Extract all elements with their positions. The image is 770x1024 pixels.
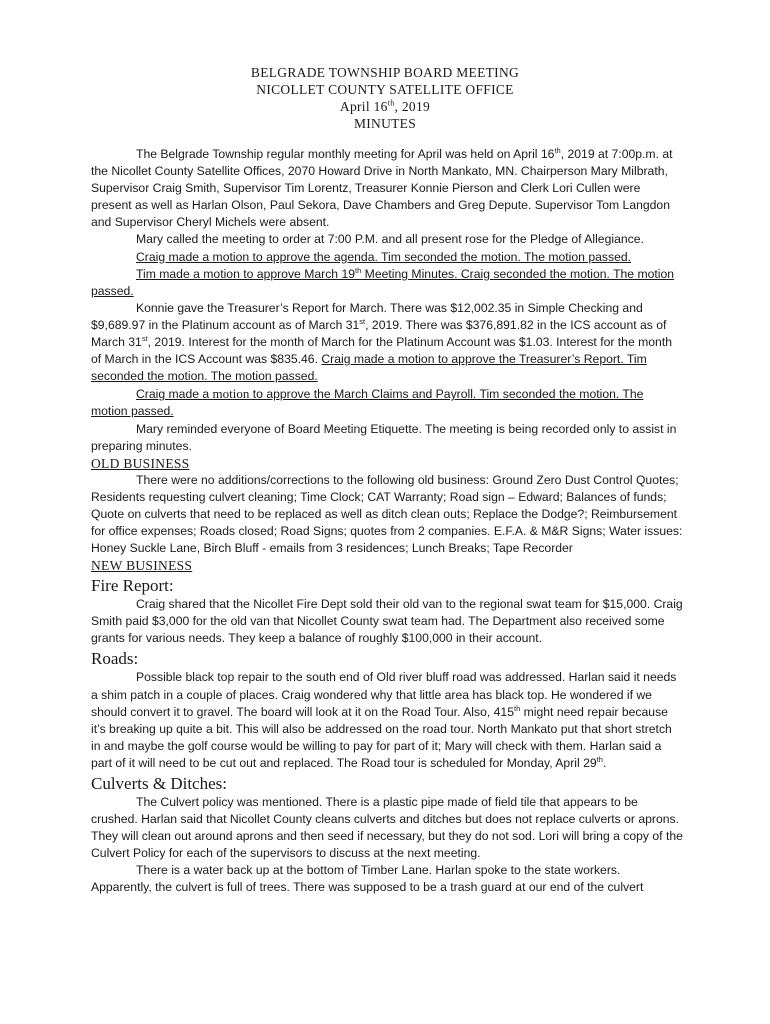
- header-office: NICOLLET COUNTY SATELLITE OFFICE: [256, 82, 514, 97]
- treasurer-motion: Craig made a motion to approve the Treasurer’s Report. Tim seconded the motion. The motion passed.: [91, 352, 647, 384]
- header-date: April 16th, 2019: [339, 98, 431, 114]
- intro-paragraph: The Belgrade Township regular monthly meeting for April was held on April 16th, 2019 at 7:00p.m. at the Nicollet County Satellite Offices, 2070 Howard Drive in North Mankato, MN. Chairperson Mary Milbrath, Supervisor Craig Smith, Supervisor Tim Lorentz, Treasurer Konnie Pierson and Clerk Lori Cullen were present as well as Harlan Olson, Paul Sekora, Dave Chambers and Greg Depute. Supervisor Tom Langdon and Supervisor Cheryl Michels were absent.: [91, 145, 673, 230]
- call-to-order-paragraph: Mary called the meeting to order at 7:00 P.M. and all present rose for the Pledge of Allegiance.: [136, 232, 644, 247]
- etiquette-paragraph: Mary reminded everyone of Board Meeting Etiquette. The meeting is being recorded only to assist in preparing minutes.: [91, 421, 677, 453]
- treasurer-report-paragraph: Konnie gave the Treasurer’s Report for March. There was $12,002.35 in Simple Checking and $9,689.97 in the Platinum account as of March 31st, 2019. There was $376,891.82 in the ICS account as of March 31st, 2019. Interest for the month of March for the Platinum Account was $1.03. Interest for the month of March in the ICS Account was $835.46. Craig made a motion to approve the Treasurer’s Report. Tim seconded the motion. The motion passed.: [91, 300, 672, 384]
- new-business-heading: NEW BUSINESS: [91, 558, 193, 574]
- header-minutes: MINUTES: [353, 116, 417, 131]
- culverts-heading: Culverts & Ditches:: [91, 774, 227, 793]
- roads-heading: Roads:: [91, 649, 139, 669]
- minutes-motion: Tim made a motion to approve March 19th Meeting Minutes. Craig seconded the motion. The motion passed.: [91, 265, 675, 298]
- fire-report-heading: Fire Report:: [91, 576, 174, 596]
- agenda-motion: Craig made a motion to approve the agenda. Tim seconded the motion. The motion passed.: [136, 249, 632, 264]
- document-header: [0, 64, 770, 132]
- document-body: [91, 146, 683, 897]
- culverts-paragraph-1: The Culvert policy was mentioned. There is a plastic pipe made of field tile that appears to be crushed. Harlan said that Nicollet County cleans culverts and ditches but does not replace culverts or aprons. They will clean out around aprons and then seed if necessary, but they do not sod. Lori will bring a copy of the Culvert Policy for each of the supervisors to discuss at the next meeting.: [91, 795, 683, 861]
- claims-motion: Craig made a motion to approve the March Claims and Payroll. Tim seconded the motion. The motion passed.: [91, 386, 644, 419]
- fire-report-paragraph: Craig shared that the Nicollet Fire Dept sold their old van to the regional swat team for $15,000. Craig Smith paid $3,000 for the old van that Nicollet County swat team had. The Department also received some grants for various needs. They keep a balance of roughly $100,000 in their account.: [91, 597, 683, 646]
- header-title: BELGRADE TOWNSHIP BOARD MEETING: [250, 65, 520, 80]
- roads-paragraph: Possible black top repair to the south end of Old river bluff road was addressed. Harlan said it needs a shim patch in a couple of places. Craig wondered why that little area has black top. He wondered if we should convert it to gravel. The board will look at it on the Road Tour. Also, 415th might need repair because it’s breaking up quite a bit. This will also be addressed on the road tour. North Mankato put that short stretch in and maybe the golf course would be willing to pay for part of it; Mary will check with them. Harlan said a part of it will need to be cut out and replaced. The Road tour is scheduled for Monday, April 29th.: [91, 670, 677, 770]
- old-business-paragraph: There were no additions/corrections to the following old business: Ground Zero Dust Control Quotes; Residents requesting culvert cleaning; Time Clock; CAT Warranty; Road sign – Edward; Balances of funds; Quote on culverts that need to be replaced as well as ditch clean outs; Replace the Dodge?; Reimbursement for office expenses; Roads closed; Road Signs; quotes from 2 companies. E.F.A. & M&R Signs; Water issues: Honey Suckle Lane, Birch Bluff - emails from 3 residences; Lunch Breaks; Tape Recorder: [91, 472, 683, 556]
- culverts-paragraph-2: There is a water back up at the bottom of Timber Lane. Harlan spoke to the state workers. Apparently, the culvert is full of trees. There was supposed to be a trash guard at our end of the culvert: [91, 863, 644, 895]
- old-business-heading: OLD BUSINESS: [91, 455, 190, 471]
